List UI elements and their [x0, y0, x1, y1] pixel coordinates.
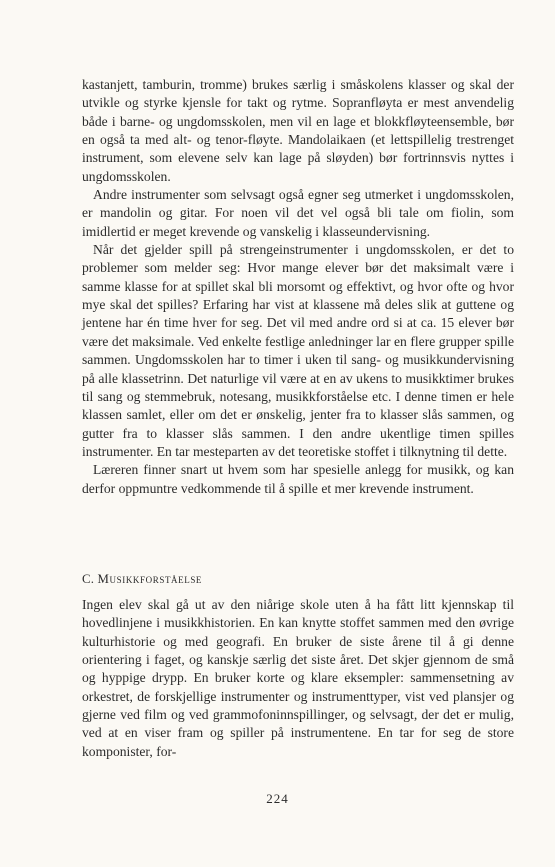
- body-text-top: [82, 76, 514, 498]
- paragraph: Andre instrumenter som selvsagt også egner seg utmerket i ungdomsskolen, er mandolin og gitar. For noen vil det vel også bli tale om fiolin, som imidlertid er meget krevende og vanskelig i klasseundervisning.: [82, 187, 514, 239]
- paragraph: Når det gjelder spill på strengeinstrumenter i ungdomsskolen, er det to problemer som melder seg: Hvor mange elever bør det maksimalt være i samme klasse for at spillet skal bli morsomt og effektivt, og hvor ofte og hvor mye skal det spilles? Erfaring har vist at klassene må deles slik at guttene og jentene har én time hver for seg. Det vil med andre ord si at ca. 15 elever bør være det maksimale. Ved enkelte festlige anledninger lar en flere grupper spille sammen. Ungdomsskolen har to timer i uken til sang- og musikkundervisning på alle klassetrinn. Det naturlige vil være at en av ukens to musikktimer brukes til sang og stemmebruk, notesang, musikkforståelse etc. I denne timen er hele klassen samlet, eller om det er ønskelig, jenter fra to klasser slås sammen, og gutter fra to klasser slås sammen. I den andre ukentlige timen spilles instrumenter. En tar mesteparten av det teoretiske stoffet i tilknytning til dette.: [82, 242, 514, 459]
- body-text-bottom: [82, 596, 514, 761]
- paragraph: kastanjett, tamburin, tromme) brukes særlig i småskolens klasser og skal der utvikle og styrke kjensle for takt og rytme. Sopranfløyta er mest anvendelig både i barne- og ungdomsskolen, men vil en lage et blokkfløyteensemble, bør en også ta med alt- og tenor-fløyte. Mandolaikaen (et lettspillelig trestrenget instrument, som elevene selv kan lage på sløyden) bør fortrinnsvis nyttes i ungdomsskolen.: [82, 77, 514, 184]
- page-number: 224: [266, 791, 289, 806]
- section-heading: [82, 570, 514, 588]
- section-letter: C.: [82, 572, 95, 586]
- paragraph: Læreren finner snart ut hvem som har spesielle anlegg for musikk, og kan derfor oppmuntre vedkommende til å spille et mer krevende instrument.: [82, 462, 514, 496]
- paragraph: Ingen elev skal gå ut av den niårige skole uten å ha fått litt kjennskap til hovedlinjene i musikkhistorien. En kan knytte stoffet sammen med den øvrige kulturhistorie og med geografi. En bruker de siste årene til å gi denne orientering i faget, og kanskje særlig det siste året. Det skjer gjennom de små og hyppige drypp. En bruker korte og klare eksempler: sammensetning av orkestret, de forskjellige instrumenter og instrumenttyper, vist ved plansjer og gjerne ved film og ved grammofoninnspillinger, og selvsagt, der det er mulig, ved at en viser fram og spiller på instrumentene. En tar for seg de store komponister, for-: [82, 597, 514, 759]
- section-title: Musikkforståelse: [97, 572, 203, 586]
